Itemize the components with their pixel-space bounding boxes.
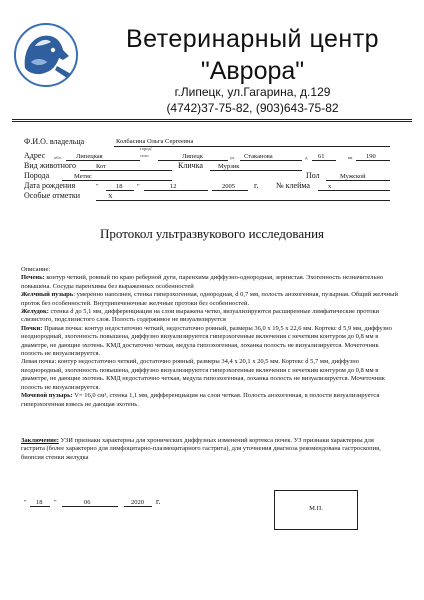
owner-value: Колбасина Ольга Сергеевна	[116, 138, 194, 145]
exam-date-day: 18	[36, 499, 43, 506]
sex-underline	[326, 180, 390, 181]
gallbladder-paragraph	[21, 291, 399, 308]
addr-street-value: Стаканова	[244, 153, 273, 160]
stomach-paragraph	[21, 308, 399, 325]
owner-label: Ф.И.О. владельца	[24, 137, 85, 146]
bladder-label: Мочевой пузырь:	[21, 392, 73, 400]
gallbladder-label: Желчный пузырь	[21, 291, 74, 299]
brand-label: № клейма	[276, 181, 310, 190]
brand-underline	[318, 190, 390, 191]
nickname-value: Мурзик	[218, 163, 240, 170]
stomach-text: стенка d до 5,1 мм, дифференциация на слои выражена четко, визуализируются расширенные лимфатические протоки слизистого, подслизистого слоя. Полость содержимое не визуализируется	[21, 308, 380, 324]
notes-underline	[96, 200, 390, 201]
addr-city-value: Липецк	[182, 153, 203, 160]
address-label: Адрес	[24, 151, 46, 160]
exam-date-month-underline	[62, 506, 118, 507]
owner-underline	[114, 146, 390, 147]
protocol-title: Протокол ультразвукового исследования	[99, 226, 325, 241]
clinic-header	[0, 0, 424, 120]
sex-label: Пол	[306, 171, 320, 180]
description-block	[21, 266, 399, 409]
exam-date-quote-open: "	[24, 499, 27, 506]
notes-value: Х	[108, 193, 113, 200]
liver-text: контур четкий, ровный по краю реберной дуги, паренхима диффузно-однородная, зернистая. Эхогенность незначительно повышена. Сосуды паренхимы без выраженных особенностей	[21, 274, 384, 290]
addr-region-underline	[66, 160, 140, 161]
header-divider-bottom	[12, 121, 412, 122]
species-value: Кот	[96, 163, 107, 170]
kidneys-text: Правая почка: контур недостаточно четкий, недостаточно ровный, размеры 36,0 х 19,5 х 22,6 мм. Кортекс d 5,9 мм, диффузно неоднородный, эхогенность повышена, диффузно визуализируются гиперэхогенные включения с нечетким контуром до 0,8 мм в диаметре, не дающие эхотень. КМД достаточно четкая, медула гипоэхогенная, лоханка полость не визуализируется. Мочеточник полость не визуализируется.	[21, 324, 392, 358]
stamp-label: М.П.	[309, 505, 323, 512]
description-heading: Описание:	[21, 266, 51, 273]
breed-value: Метис	[74, 173, 92, 180]
addr-region-value: Липецкая	[76, 153, 103, 160]
clinic-logo	[13, 22, 79, 88]
dob-day-underline	[106, 190, 134, 191]
clinic-name-line2: "Аврора"	[200, 57, 305, 85]
bladder-paragraph	[21, 392, 399, 409]
dob-day: 18	[116, 183, 123, 190]
dob-year: 2005	[222, 183, 235, 190]
addr-house-value: 61	[318, 153, 325, 160]
stomach-label: Желудок:	[21, 308, 49, 316]
breed-label: Порода	[24, 171, 50, 180]
exam-date-day-underline	[30, 506, 50, 507]
clinic-address: г.Липецк, ул.Гагарина, д.129	[174, 85, 331, 99]
exam-date-year: 2020	[131, 499, 144, 506]
sex-value: Мужской	[340, 173, 366, 180]
species-label: Вид животного	[24, 161, 76, 170]
conclusion-label: Заключение:	[21, 437, 59, 444]
addr-city-tag-2: село	[140, 153, 149, 158]
exam-date-month: 06	[84, 499, 91, 506]
kidneys-paragraph	[21, 325, 399, 359]
exam-date-year-underline	[124, 506, 152, 507]
stamp-box	[274, 490, 358, 530]
liver-label: Печень:	[21, 274, 45, 282]
exam-date-suffix: г.	[156, 497, 161, 506]
dob-quote-open: "	[96, 183, 99, 190]
addr-region-tag: обл.	[54, 155, 62, 160]
header-divider-top	[12, 119, 412, 120]
addr-house-underline	[312, 160, 336, 161]
addr-flat-tag: кв.	[348, 155, 354, 160]
bladder-text: V= 16,0 см³, стенка 1,1 мм, дифференциация на слои четкая. Полость анэхогенная, в полости визуализируется гиперэхогенная взвесь не дающая эхотень.	[21, 392, 380, 408]
dob-label: Дата рождения	[24, 181, 76, 190]
conclusion-text: УЗИ признаки характерны для хронических диффузных изменений кортекса почек. УЗ признаки характерны для гастрита (более характерно для лимфоцитарно-плазмоцитарного гастрита), для уточнения диагноза рекомендована гастроскопия, биопсия стенки желудка	[21, 437, 381, 461]
clinic-name-line1: Ветеринарный центр	[125, 25, 380, 53]
kidneys-label: Почки:	[21, 324, 43, 332]
addr-city-tag-1: город/	[140, 146, 152, 151]
clinic-phones: (4742)37-75-82, (903)643-75-82	[166, 101, 339, 115]
dob-month: 12	[170, 183, 177, 190]
breed-underline	[62, 180, 172, 181]
dob-month-underline	[144, 190, 208, 191]
left-kidney-paragraph: Левая почка: контур недостаточно четкий, достаточно ровный, размеры 34,4 х 20,1 х 20,5 мм. Кортекс d 5,7 мм, диффузно неоднородный, эхогенность повышена, диффузно визуализируются гиперэхогенные включения с нечетким контуром до 0,8 мм в диаметре, не дающие эхотень. КМД недостаточно четкая, медула гипоэхогенная, лоханка полость не визуализируется. Мочеточник полость не визуализируется.	[21, 358, 385, 391]
dob-quote-close: "	[137, 183, 140, 190]
exam-date-quote-close: "	[54, 499, 57, 506]
species-underline	[80, 170, 172, 171]
addr-flat-underline	[356, 160, 390, 161]
addr-street-tag: ул.	[230, 155, 236, 160]
addr-street-underline	[240, 160, 302, 161]
addr-house-tag: д.	[305, 155, 309, 160]
dob-year-underline	[212, 190, 248, 191]
dob-year-suffix: г.	[254, 181, 259, 190]
gallbladder-text: : умеренно наполнен, стенка гиперэхогенная, однородная, d 0,7 мм, полость анэхогенная, пузырная. Общий желчный проток без особенностей. Внутрипеченочные желчные протоки без особенностей.	[21, 291, 398, 307]
nickname-underline	[210, 170, 302, 171]
nickname-label: Кличка	[178, 161, 203, 170]
liver-paragraph	[21, 274, 399, 291]
conclusion-block	[21, 437, 399, 462]
addr-flat-value: 190	[366, 153, 376, 160]
brand-value: х	[328, 183, 332, 190]
notes-label: Особые отметки	[24, 191, 80, 200]
